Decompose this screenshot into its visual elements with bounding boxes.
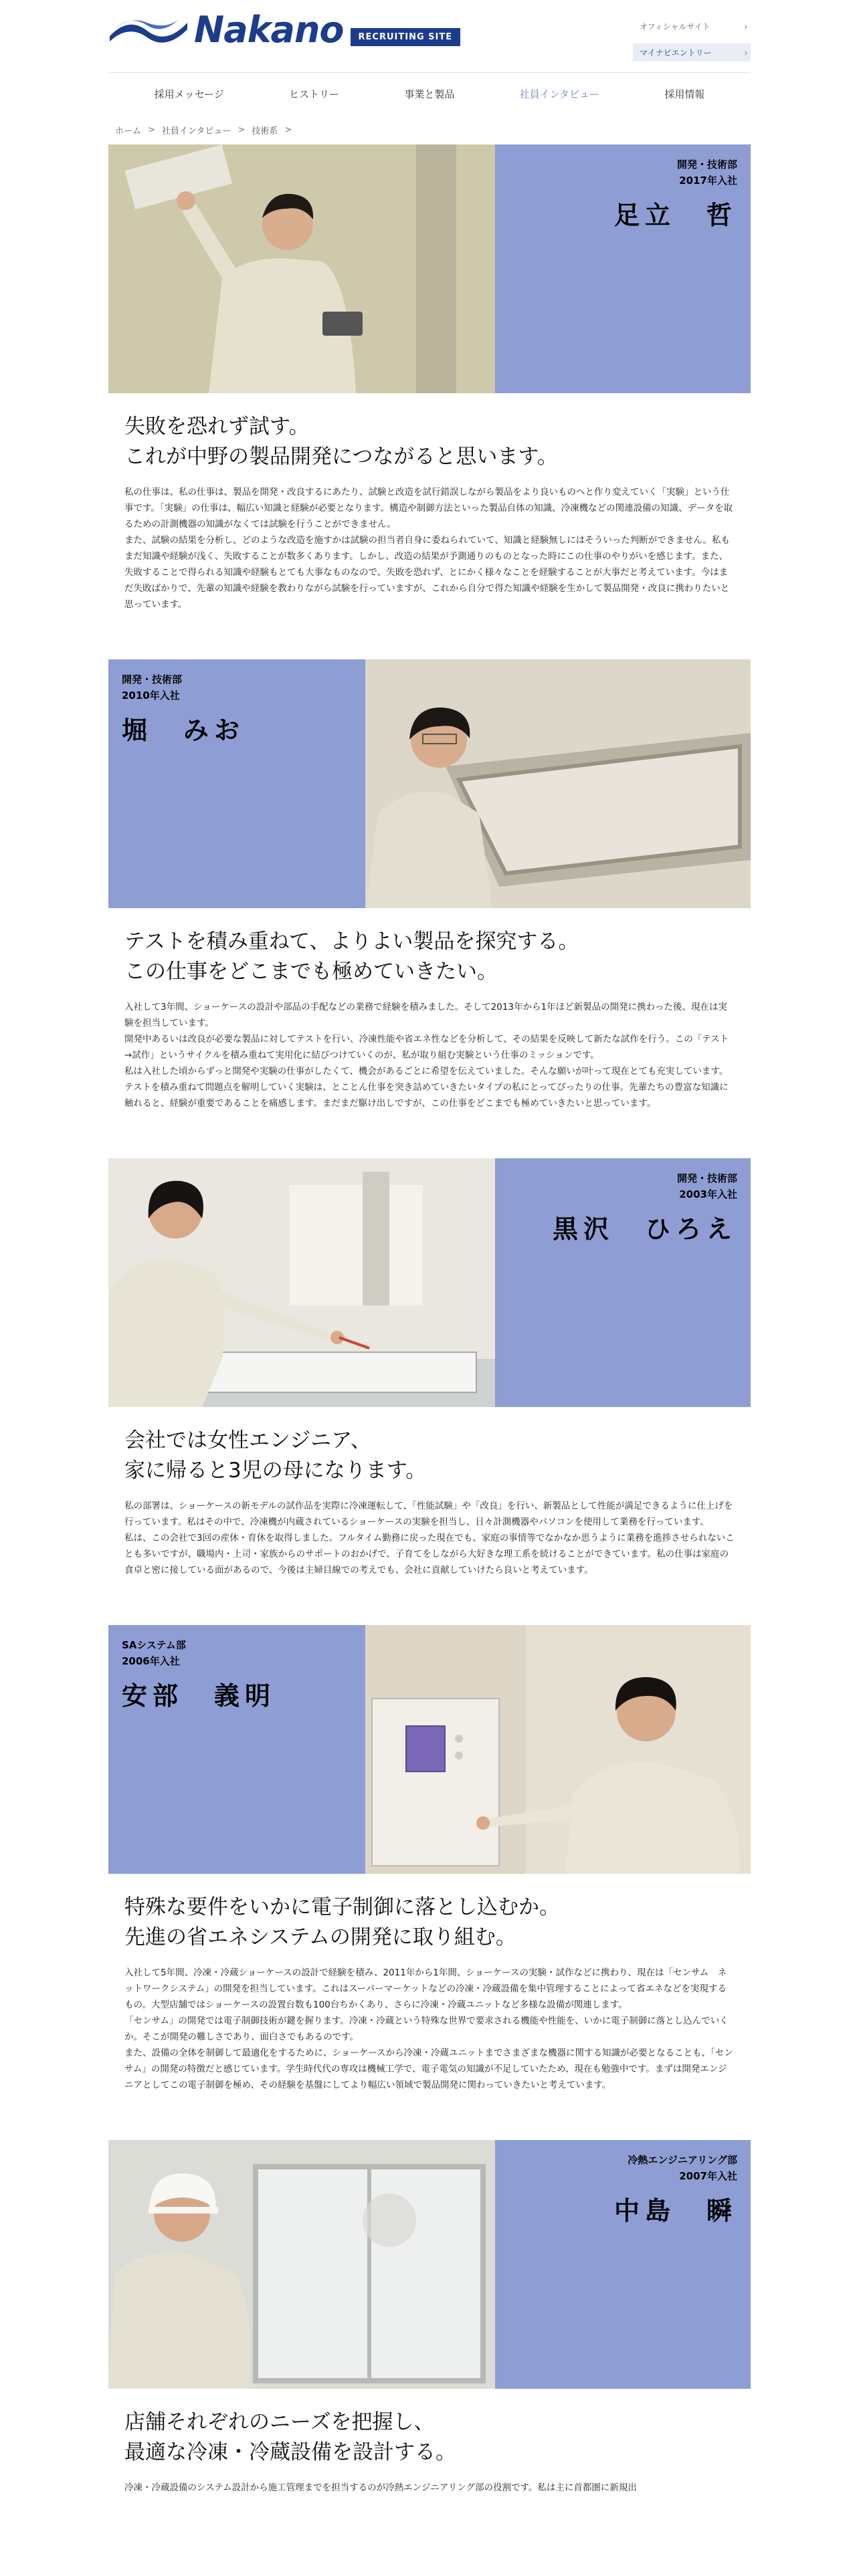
mynavi-entry-link[interactable] [633, 43, 751, 62]
department: 開発・技術部 [676, 158, 737, 171]
body-paragraph: また、設備の全体を制御して最適化をするために、ショーケースから冷凍・冷蔵ユニットまでさまざまな機器に関する知識が必要となることも、「センサム」の開発の特徴だと感じています。学生時代代の専攻は機械工学で、電子電気の知識が不足していたため、現在も勉強中です。まずは開発エンジニアとしてこの電子制御を極め、その経験を基盤にしてより幅広い領域で製品開発に関わっていきたいと考えています。 [124, 2047, 733, 2090]
employee-photo [108, 2140, 495, 2389]
interview-body [124, 1498, 735, 1578]
interview-hero [108, 144, 751, 393]
interview-hero [108, 659, 751, 908]
employee-name: 堀 みお [122, 716, 246, 745]
photo-illustration [108, 144, 495, 393]
interview-headline [124, 412, 751, 472]
join-year: 2017年入社 [679, 175, 737, 187]
top-links [633, 17, 751, 62]
interview-body [124, 1965, 735, 2093]
mynavi-entry-label: マイナビエントリー [640, 48, 712, 58]
body-paragraph: 開発中あるいは改良が必要な製品に対してテストを行い、冷凍性能や省エネ性などを分析して、その結果を反映して新たな試作を行う。この「テスト→試作」というサイクルを積み重ねて実用化に結びつけていくのが、私が取り組む実験という仕事のミッションです。 [124, 1033, 729, 1061]
employee-name: 中島 瞬 [613, 2195, 737, 2226]
body-paragraph: 入社して5年間、冷凍・冷蔵ショーケースの設計で経験を積み、2011年から1年間、ショーケースの実験・試作などに携わり、現在は「センサム ネットワークシステム」の開発を担当しています。これはスーパーマーケットなどの冷凍・冷蔵設備を集中管理することによって省エネなどを実現するもの。大型店舗ではショーケースの設置台数も100台ちかくあり、さらに冷凍・冷蔵ユニットなど多様な設備が関連します。 [124, 1967, 727, 2010]
profile-panel [495, 144, 751, 393]
official-site-label: オフィシャルサイト [640, 22, 710, 31]
body-paragraph: 入社して3年間、ショーケースの設計や部品の手配などの業務で経験を積みました。そして2013年から1年ほど新製品の開発に携わった後、現在は実験を担当しています。 [124, 1001, 727, 1029]
nav-recruit-message[interactable]: 採用メッセージ [154, 88, 224, 100]
breadcrumb-separator: > [237, 124, 246, 135]
logo[interactable] [108, 9, 460, 51]
headline-line: これが中野の製品開発につながると思います。 [124, 444, 558, 469]
interview-headline [124, 2407, 751, 2468]
photo-illustration [108, 1158, 495, 1407]
body-paragraph: 冷凍・冷蔵設備のシステム設計から施工管理までを担当するのが冷熱エンジニアリング部の役割です。私は主に首都圏に新規出 [124, 2482, 637, 2493]
body-paragraph: 私は、この会社で3回の産休・育休を取得しました。フルタイム勤務に戻った現在でも、家庭の事情等でなかなか思うように業務を進捗させられないことも多いですが、職場内・上司・家族からのサポートのおかげで、子育てをしながら大好きな理工系を続けることができています。私の仕事は家庭の食卓と密に接している面があるので、今後は主婦目線での考えでも、会社に貢献していけたら良いと考えています。 [124, 1532, 735, 1576]
interview-headline [124, 1426, 751, 1486]
employee-name: 黒沢 ひろえ [552, 1214, 737, 1244]
photo-illustration [365, 659, 751, 908]
headline-line: テストを積み重ねて、よりよい製品を探究する。 [124, 930, 579, 954]
join-year: 2003年入社 [679, 1188, 737, 1200]
employee-photo [365, 659, 751, 908]
nav-business-products[interactable]: 事業と製品 [404, 88, 455, 100]
headline-line: 最適な冷凍・冷蔵設備を設計する。 [124, 2440, 456, 2464]
interview-headline [124, 927, 751, 987]
official-site-link[interactable] [633, 17, 751, 35]
department: 開発・技術部 [122, 673, 183, 685]
employee-photo [108, 144, 495, 393]
headline-line: この仕事をどこまでも極めていきたい。 [124, 959, 498, 984]
interview-section [108, 659, 751, 1111]
breadcrumb [108, 115, 751, 144]
body-paragraph: 私の部署は、ショーケースの新モデルの試作品を実際に冷凍運転して、「性能試験」や「改良」を行い、新製品として性能が満足できるように仕上げを行っています。私はその中で、冷凍機が内蔵されているショーケースの実験を担当し、日々計測機器やパソコンを使用して業務を行っています。 [124, 1500, 733, 1527]
interview-hero [108, 1158, 751, 1407]
global-nav [108, 72, 751, 115]
interview-body [124, 999, 735, 1111]
chevron-right-icon: › [743, 46, 748, 59]
breadcrumb-separator: > [284, 124, 292, 135]
interview-section [108, 144, 751, 613]
nav-interviews[interactable]: 社員インタビュー [519, 88, 600, 100]
breadcrumb-home[interactable]: ホーム [115, 126, 142, 136]
department: 開発・技術部 [676, 1172, 737, 1184]
breadcrumb-interviews[interactable]: 社員インタビュー [161, 126, 231, 136]
interview-section [108, 1625, 751, 2093]
headline-line: 特殊な要件をいかに電子制御に落とし込むか。 [124, 1895, 560, 1919]
headline-line: 会社では女性エンジニア、 [124, 1428, 371, 1453]
body-paragraph: 私は入社した頃からずっと開発や実験の仕事がしたくて、機会があるごとに希望を伝えていました。そんな願いが叶って現在とても充実しています。テストを積み重ねて問題点を解明していく実験は、とことん仕事を突き詰めていきたいタイプの私にとってぴったりの仕事。先輩たちの豊富な知識に触れると、経験が重要であることを痛感します。まだまだ駆け出しですが、この仕事をどこまでも極めていきたいと思っています。 [124, 1065, 729, 1109]
photo-illustration [365, 1625, 751, 1874]
logo-wordmark: Nakano [194, 9, 344, 51]
headline-line: 失敗を恐れず試す。 [124, 415, 310, 439]
department: SAシステム部 [122, 1638, 186, 1651]
interview-section [108, 2140, 751, 2496]
headline-line: 店舗それぞれのニーズを把握し、 [124, 2409, 435, 2434]
breadcrumb-separator: > [148, 124, 155, 135]
nav-recruit-info[interactable]: 採用情報 [664, 88, 705, 100]
photo-illustration [108, 2140, 495, 2389]
join-year: 2006年入社 [122, 1654, 180, 1667]
body-paragraph: 「センサム」の開発では電子制御技術が鍵を握ります。冷凍・冷蔵という特殊な世界で要求される機能や性能を、いかに電子制御に落とし込んでいくか。そこが開発の難しさであり、面白さでもあるのです。 [124, 2015, 729, 2042]
department: 冷熱エンジニアリング部 [628, 2153, 737, 2166]
interview-hero [108, 2140, 751, 2389]
breadcrumb-current: 技術系 [252, 126, 278, 136]
profile-panel [495, 1158, 751, 1407]
site-header [108, 0, 751, 72]
join-year: 2010年入社 [122, 689, 180, 702]
headline-line: 家に帰ると3児の母になります。 [124, 1458, 427, 1483]
interview-headline [124, 1893, 751, 1953]
interview-body [124, 484, 735, 613]
interview-hero [108, 1625, 751, 1874]
profile-panel [108, 1625, 365, 1874]
body-paragraph: 私の仕事は、私の仕事は、製品を開発・改良するにあたり、試験と改造を試行錯誤しながら製品をより良いものへと作り変えていく「実験」という仕事です。「実験」の仕事は、幅広い知識と経験が必要となります。構造や制御方法といった製品自体の知識、冷凍機などの関連設備の知識、データを取るための計測機器の知識がなくては試験を行うことができません。 [124, 486, 733, 530]
profile-panel [495, 2140, 751, 2389]
profile-panel [108, 659, 365, 908]
employee-name: 安部 義明 [122, 1681, 276, 1711]
employee-photo [365, 1625, 751, 1874]
nav-history[interactable]: ヒストリー [289, 88, 340, 100]
recruiting-site-badge: RECRUITING SITE [351, 28, 461, 46]
interview-body [124, 2480, 735, 2496]
chevron-right-icon: › [743, 20, 748, 33]
body-paragraph: また、試験の結果を分析し、どのような改造を施すかは試験の担当者自身に委ねられていて、知識と経験無しにはそういった判断ができません。私もまだ知識や経験が浅く、失敗することが数多くあります。しかし、改造の結果が予測通りのものとなった時にこの仕事のやりがいを感じます。また、失敗することで得られる知識や経験もとても大事なものなので、失敗を恐れず、とにかく様々なことを経験することが大事だと考えています。今はまだ失敗ばかりで、先輩の知識や経験を教わりながら試験を行っていますが、これから自分で得た知識や経験を生かして製品開発・改良に携わりたいと思っています。 [124, 534, 731, 610]
employee-name: 足立 哲 [613, 201, 737, 230]
join-year: 2007年入社 [679, 2169, 737, 2182]
employee-photo [108, 1158, 495, 1407]
headline-line: 先進の省エネシステムの開発に取り組む。 [124, 1925, 516, 1949]
wave-logo-icon [108, 13, 189, 47]
interview-section [108, 1158, 751, 1578]
